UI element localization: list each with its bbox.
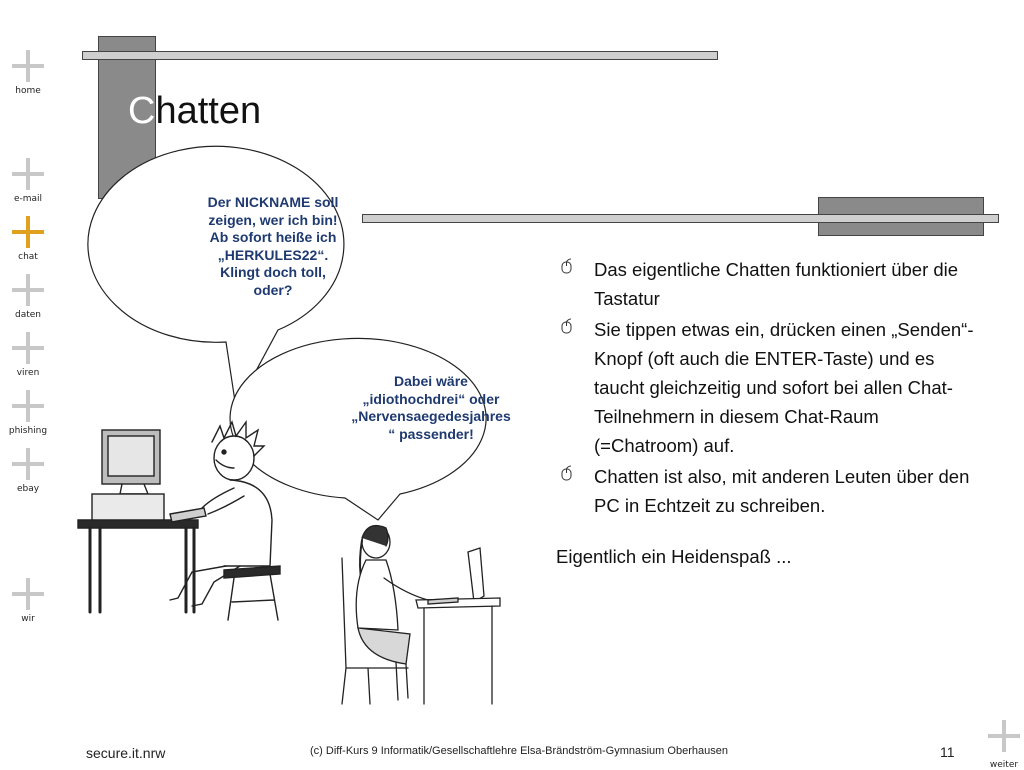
next-button[interactable]: [984, 718, 1024, 770]
bullet-text-1: Das eigentliche Chatten funktioniert über die Tastatur: [594, 259, 959, 309]
footer-copyright: (c) Diff-Kurs 9 Informatik/Gesellschaftlehre Elsa-Brändström-Gymnasium Oberhausen: [310, 745, 728, 757]
nav-home-label: home: [15, 86, 41, 96]
speech-bubble-bottom-text: Dabei wäre „idiothochdrei“ oder „Nervensaegedesjahres “ passender!: [351, 373, 511, 442]
content-area: [556, 255, 986, 571]
bullet-text-3: Chatten ist also, mit anderen Leuten über den PC in Echtzeit zu schreiben.: [594, 466, 970, 516]
mouse-icon: [560, 318, 574, 334]
next-label: weiter: [989, 760, 1019, 770]
nav-wir-label: wir: [21, 614, 35, 624]
bullet-item: [556, 315, 986, 460]
bullet-text-2: Sie tippen etwas ein, drücken einen „Senden“-Knopf (oft auch die ENTER-Taste) und es taucht gleichzeitig und sofort bei allen Chat-Teilnehmern in diesem Chat-Raum (=Chatroom) auf.: [594, 319, 974, 456]
nav-daten-label: daten: [15, 310, 41, 320]
page-title: Chatten: [128, 90, 262, 132]
girl-at-computer-illustration: [328, 518, 508, 708]
boy-at-computer-illustration: [74, 416, 284, 626]
bullet-item: [556, 255, 986, 313]
footer-site: secure.it.nrw: [86, 745, 166, 761]
mouse-icon: [560, 258, 574, 274]
nav-chat-label: chat: [18, 252, 38, 262]
speech-bubble-top-text: Der NICKNAME soll zeigen, wer ich bin! Ab sofort heiße ich „HERKULES22“. Klingt doch toll, oder?: [207, 194, 339, 298]
page-number: 11: [940, 744, 955, 760]
plus-icon: [986, 718, 1022, 754]
mouse-icon: [560, 465, 574, 481]
nav-viren-label: viren: [16, 368, 40, 378]
bullet-item: [556, 462, 986, 520]
bullet-list: [556, 255, 986, 520]
closing-text: Eigentlich ein Heidenspaß ...: [556, 546, 792, 567]
nav-email-label: e-mail: [13, 194, 43, 204]
nav-phishing-label: phishing: [8, 426, 48, 436]
nav-ebay-label: ebay: [16, 484, 40, 494]
